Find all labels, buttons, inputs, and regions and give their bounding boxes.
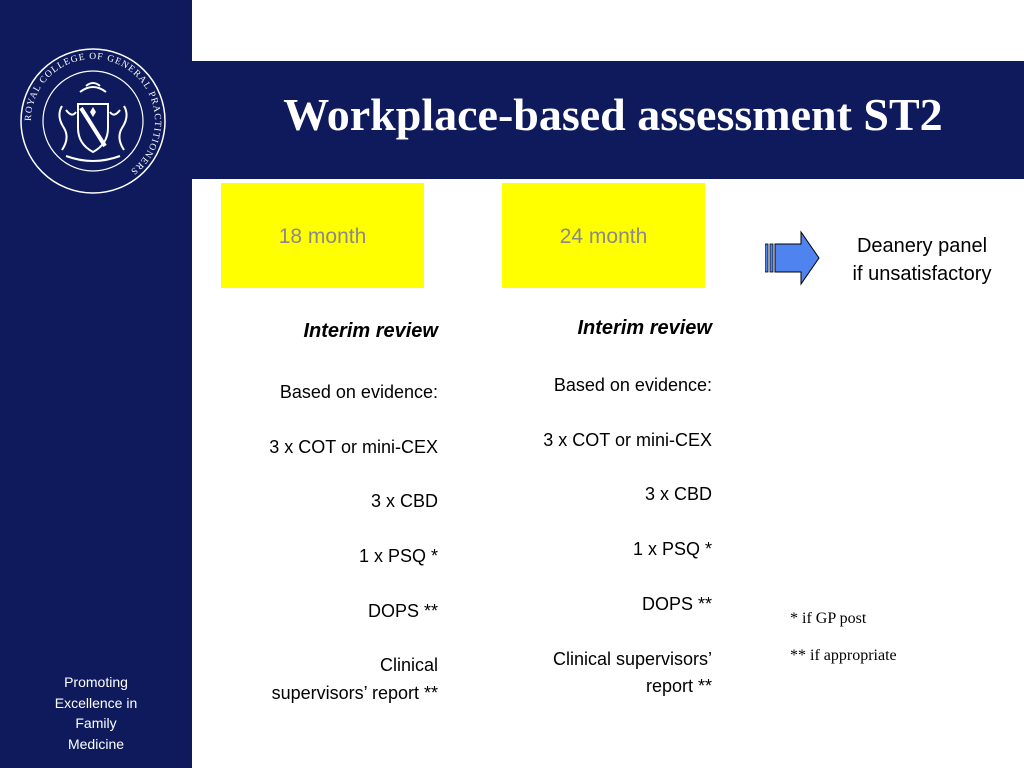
- milestone-label: 24 month: [559, 225, 648, 248]
- logo-ring-text: ROYAL COLLEGE OF GENERAL PRACTITIONERS: [23, 51, 163, 177]
- review-item: DOPS **: [641, 594, 712, 614]
- review-item: Based on evidence:: [553, 375, 712, 395]
- tagline-line: Excellence in: [54, 694, 138, 711]
- tagline: [0, 672, 192, 754]
- review-heading: Interim review: [303, 320, 438, 342]
- review-item: 3 x COT or mini-CEX: [269, 437, 438, 457]
- rcgp-crest-icon: [18, 46, 168, 196]
- review-item: Clinical: [379, 655, 438, 675]
- review-item: supervisors’ report **: [271, 683, 438, 703]
- review-heading: Interim review: [577, 317, 712, 339]
- review-item: 1 x PSQ *: [358, 546, 438, 566]
- review-item: Clinical supervisors’: [552, 649, 712, 669]
- tagline-line: Family: [75, 715, 117, 731]
- panel-line: Deanery panel: [856, 235, 988, 257]
- review-item: 3 x CBD: [370, 491, 438, 511]
- right-arrow-icon: [765, 230, 821, 286]
- review-item: DOPS **: [367, 601, 438, 621]
- review-column-24-month: [470, 0, 712, 768]
- footnote: ** if appropriate: [790, 647, 897, 664]
- review-item: 3 x COT or mini-CEX: [543, 430, 712, 450]
- footnote: * if GP post: [790, 610, 867, 627]
- review-item: report **: [645, 676, 712, 696]
- panel-line: if unsatisfactory: [852, 263, 992, 285]
- milestone-label: 18 month: [278, 225, 367, 248]
- deanery-panel-note: [824, 232, 1020, 288]
- review-item: 1 x PSQ *: [632, 539, 712, 559]
- review-item: Based on evidence:: [279, 382, 438, 402]
- review-item: 3 x CBD: [644, 484, 712, 504]
- sidebar: [0, 0, 192, 768]
- tagline-line: Medicine: [67, 735, 125, 752]
- slide-title: Workplace-based assessment ST2: [283, 89, 943, 140]
- review-column-18-month: [200, 0, 438, 768]
- tagline-line: Promoting: [64, 674, 128, 690]
